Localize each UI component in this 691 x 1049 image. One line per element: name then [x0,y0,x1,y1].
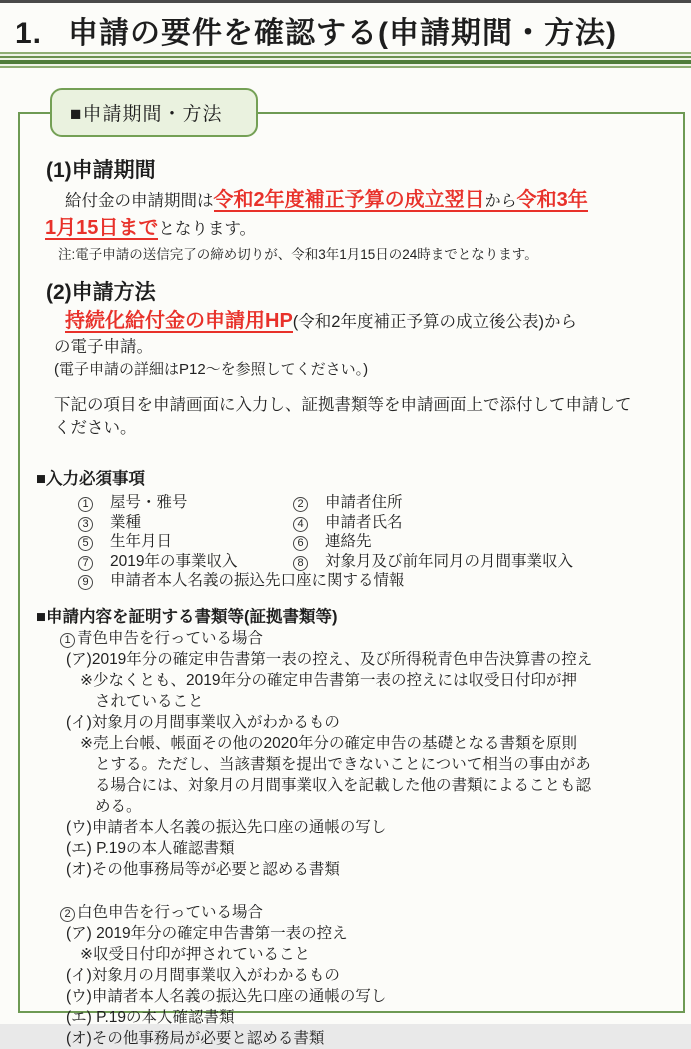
hp-line-rest: (令和2年度補正予算の成立後公表)から [292,313,577,331]
instruction-paragraph-line2: ください。 [54,419,137,437]
section1-line2-suffix: となります。 [158,220,257,238]
blue-case-title-text: 青色申告を行っている場合 [77,629,264,647]
list-number-icon: 8 [293,552,325,572]
evidence-line: されていること [95,692,204,710]
section1-note: 注:電子申請の送信完了の締め切りが、令和3年1月15日の24時までとなります。 [58,247,538,262]
white-case-document-list [36,923,667,1049]
evidence-line: (ア) 2019年分の確定申告書第一表の控え [66,924,348,942]
section1-line2 [45,215,667,243]
page-title [15,8,617,52]
section1-line1 [65,187,667,215]
period-end-date-text: 1月15日まで [45,217,159,239]
evidence-line: ※少なくとも、2019年分の確定申告書第一表の控えには収受日付印が押 [80,671,577,689]
blue-filing-case-title [60,628,667,649]
white-filing-case-title [60,902,667,923]
hp-link-highlight [65,310,293,333]
white-case-title-text: 白色申告を行っている場合 [77,903,264,921]
required-field-row9 [78,571,667,591]
required-fields-list [78,493,667,571]
evidence-line: (ウ)申請者本人名義の振込先口座の通帳の写し [66,987,387,1005]
case-number-icon: 1 [60,633,75,648]
content-frame [18,104,685,1047]
required-field-label: 対象月及び前年同月の月間事業収入 [325,552,574,570]
evidence-line: (ウ)申請者本人名義の振込先口座の通帳の写し [66,818,387,836]
hp-link-text: 持続化給付金の申請用HP [65,310,293,332]
evidence-line: (イ)対象月の月間事業収入がわかるもの [66,713,340,731]
section2-heading: (2)申請方法 [46,281,156,304]
title-underline [0,52,691,68]
evidence-line: (エ) P.19の本人確認書類 [66,839,235,857]
list-number-icon: 7 [78,552,110,572]
section2-line2: の電子申請。 [54,338,153,356]
page-top-rule [0,0,691,3]
evidence-line: (イ)対象月の月間事業収入がわかるもの [66,966,340,984]
required-field-label: 2019年の事業収入 [110,552,238,570]
instruction-paragraph-line1: 下記の項目を申請画面に入力し、証拠書類等を申請画面上で添付して申請して [54,396,632,414]
required-field-label: 業種 [110,513,142,531]
blue-case-document-list [36,649,667,880]
evidence-line: る場合には、対象月の月間事業収入を記載した他の書類によることも認 [95,776,592,794]
required-fields-heading: ■入力必須事項 [36,470,145,488]
period-start-text: 令和2年度補正予算の成立翌日 [213,189,485,211]
section2-detail-note: (電子申請の詳細はP12〜を参照してください。) [54,361,369,378]
list-number-icon: 2 [293,493,325,513]
required-field-label: 申請者本人名義の振込先口座に関する情報 [110,572,405,589]
period-end-highlight [45,217,159,240]
evidence-line: (オ)その他事務局等が必要と認める書類 [66,860,340,878]
required-field-label: 屋号・雅号 [110,494,188,511]
period-connector-text: から [484,193,517,210]
case-number-icon: 2 [60,907,75,922]
evidence-line: ※売上台帳、帳面その他の2020年分の確定申告の基礎となる書類を原則 [80,734,577,752]
list-number-icon: 9 [78,571,110,591]
section2-hp-line [65,308,667,336]
evidence-heading: ■申請内容を証明する書類等(証拠書類等) [36,607,338,626]
evidence-line: (オ)その他事務局が必要と認める書類 [66,1029,325,1047]
page-title-text: 申請の要件を確認する(申請期間・方法) [68,17,618,50]
section1-line1-prefix: 給付金の申請期間は [65,192,214,210]
evidence-line: (エ) P.19の本人確認書類 [66,1008,235,1026]
section-badge: ■申請期間・方法 [50,88,258,137]
section1-period-highlight [213,189,588,212]
section1-heading: (1)申請期間 [46,159,156,182]
required-field-label: 申請者氏名 [325,513,403,531]
page-title-number: 1. [15,17,43,50]
list-number-icon: 6 [293,532,325,552]
list-number-icon: 5 [78,532,110,552]
required-field-label: 生年月日 [110,533,173,550]
list-number-icon: 1 [78,493,110,513]
evidence-line: める。 [95,797,142,815]
evidence-line: (ア)2019年分の確定申告書第一表の控え、及び所得税青色申告決算書の控え [66,650,593,668]
list-number-icon: 4 [293,513,325,533]
period-end-year-text: 令和3年 [516,189,588,211]
required-field-label: 連絡先 [325,533,372,550]
list-number-icon: 3 [78,513,110,533]
required-field-label: 申請者住所 [325,494,403,511]
evidence-line: ※収受日付印が押されていること [80,945,310,963]
spacer [36,880,667,902]
evidence-line: とする。ただし、当該書類を提出できないことについて相当の事由があ [95,755,591,773]
